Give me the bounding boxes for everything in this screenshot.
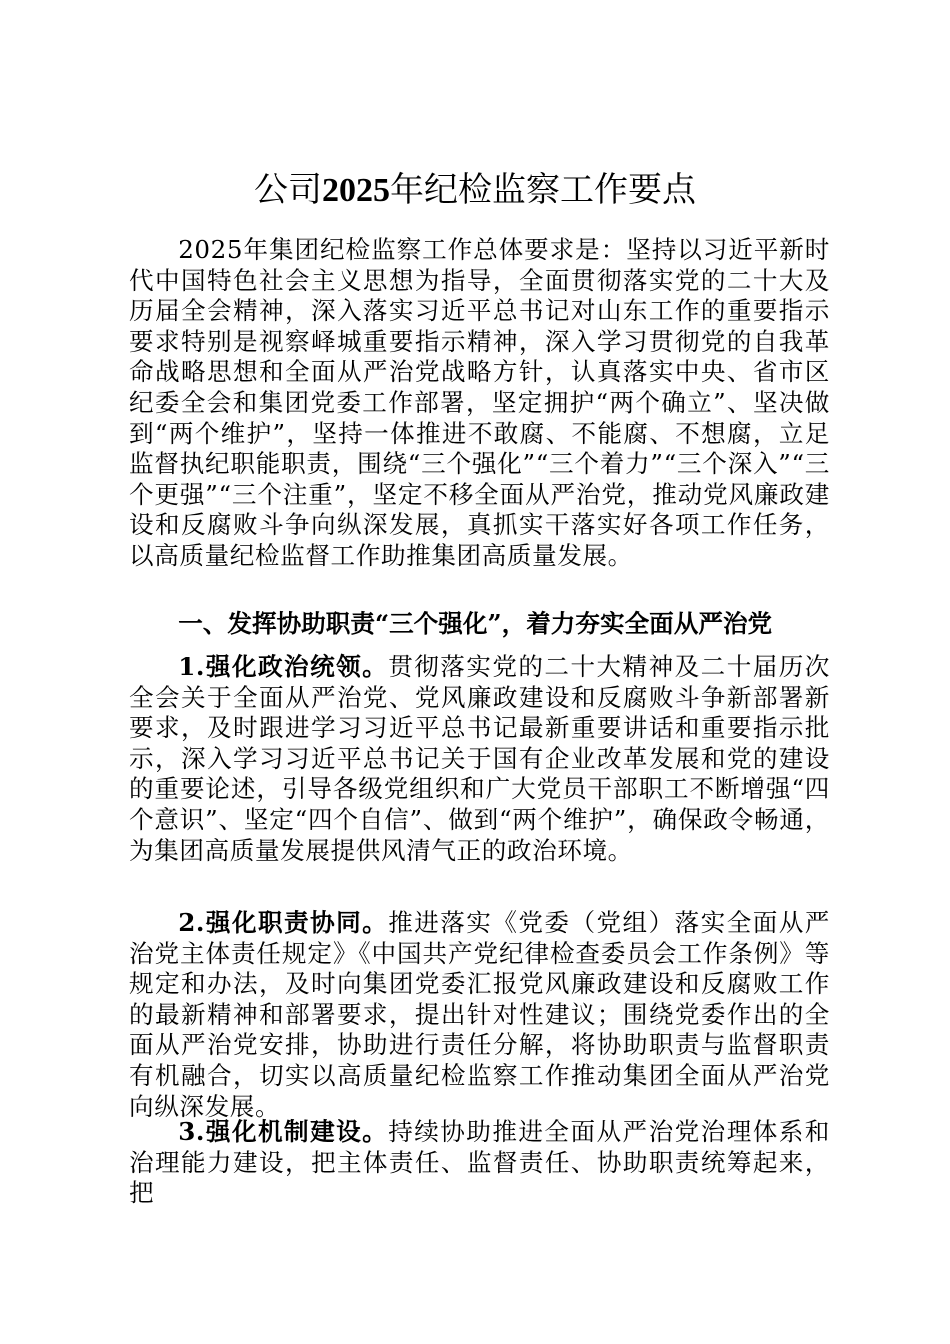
item-1-lead: 1.强化政治统领。 <box>178 652 389 681</box>
title-prefix: 公司 <box>254 170 322 210</box>
intro-paragraph: 2025年集团纪检监察工作总体要求是：坚持以习近平新时代中国特色社会主义思想为指导，全面贯彻落实党的二十大及历届全会精神，深入落实习近平总书记对山东工作的重要指示要求特别是视察峄城重要指示精神，深入学习贯彻党的自我革命战略思想和全面从严治党战略方针，认真落实中央、省市区纪委全会和集团党委工作部署，坚定拥护“两个确立”、坚决做到“两个维护”，坚持一体推进不敢腐、不能腐、不想腐，立足监督执纪职能职责，围绕“三个强化”“三个着力”“三个深入”“三个更强”“三个注重”，坚定不移全面从严治党，推动党风廉政建设和反腐败斗争向纵深发展，真抓实干落实好各项工作任务，以高质量纪检监督工作助推集团高质量发展。 <box>129 235 830 570</box>
item-2-body: 推进落实《党委（党组）落实全面从严治党主体责任规定》《中国共产党纪律检查委员会工作条例》等规定和办法，及时向集团党委汇报党风廉政建设和反腐败工作的最新精神和部署要求，提出针对性建议；围绕党委作出的全面从严治党安排，协助进行责任分解，将协助职责与监督职责有机融合，切实以高质量纪检监察工作推动集团全面从严治党向纵深发展。 <box>129 908 831 1121</box>
item-3-paragraph <box>129 1117 830 1209</box>
item-2-paragraph <box>129 908 830 1122</box>
title-suffix: 年纪检监察工作要点 <box>390 170 696 210</box>
item-3-lead: 3.强化机制建设。 <box>178 1117 389 1146</box>
document-title <box>0 164 950 217</box>
item-1-body: 贯彻落实党的二十大精神及二十届历次全会关于全面从严治党、党风廉政建设和反腐败斗争新部署新要求，及时跟进学习习近平总书记最新重要讲话和重要指示批示，深入学习习近平总书记关于国有企业改革发展和党的建设的重要论述，引导各级党组织和广大党员干部职工不断增强“四个意识”、坚定“四个自信”、做到“两个维护”，确保政令畅通，为集团高质量发展提供风清气正的政治环境。 <box>129 652 831 865</box>
item-1-paragraph <box>129 652 830 866</box>
title-year: 2025 <box>322 172 390 209</box>
item-2-lead: 2.强化职责协同。 <box>178 908 389 937</box>
section-heading-1: 一、发挥协助职责“三个强化”，着力夯实全面从严治党 <box>178 609 773 638</box>
item-3-body: 持续协助推进全面从严治党治理体系和治理能力建设，把主体责任、监督责任、协助职责统筹起来，把 <box>129 1117 831 1208</box>
